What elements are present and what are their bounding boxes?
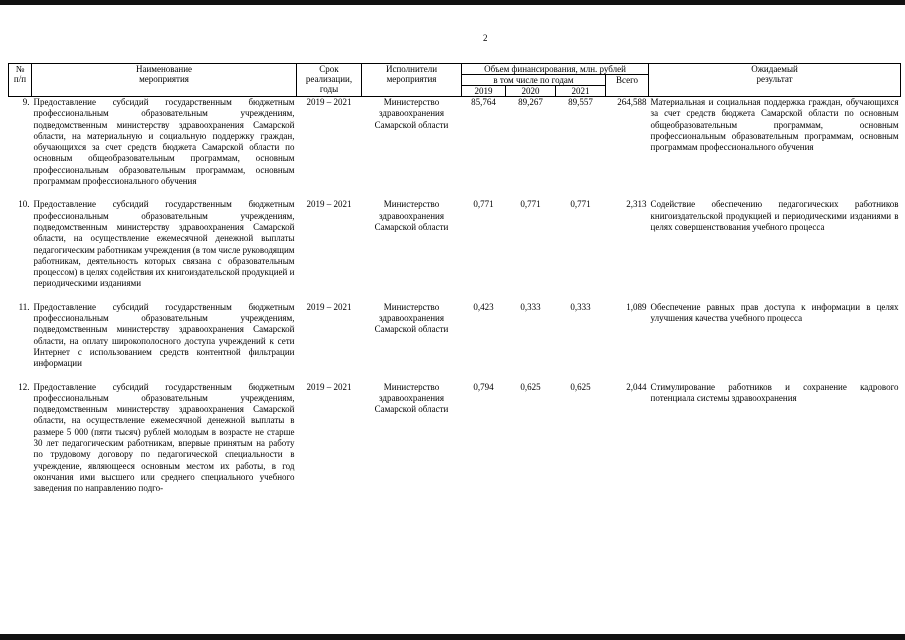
top-scan-border bbox=[0, 0, 905, 5]
row-result: Содействие обеспечению педагогических работников книгоиздательской продукцией и периодическими изданиями в целях совершенствования учебного процесса bbox=[650, 199, 899, 232]
row-executor: Министерство здравоохранения Самарской области bbox=[374, 199, 449, 232]
page-number: 2 bbox=[483, 33, 488, 43]
header-name bbox=[32, 64, 297, 97]
header-year-2021: 2021 bbox=[556, 86, 606, 97]
row-name: Предоставление субсидий государственным бюджетным профессиональным образовательным учреждениям, подведомственным министерству здравоохранения Самарской области, на материальную и социальную поддержку граждан, обучающихся за счет средств бюджета Самарской области по основным общеобразовательным программам, основным профессиональным образовательным программам, основным программам профессионального обучения bbox=[33, 97, 295, 187]
row-spacer bbox=[9, 187, 901, 199]
header-executor bbox=[362, 64, 462, 97]
row-value-2019: 0,794 bbox=[473, 381, 494, 392]
row-result: Материальная и социальная поддержка граждан, обучающихся за счет средств бюджета Самарской области по основным общеобразовательным программам, основным профессиональным образовательным программам, основным программам профессионального обучения bbox=[650, 97, 899, 153]
header-executor-line2: мероприятия bbox=[386, 74, 437, 84]
table-row bbox=[9, 382, 901, 495]
row-term: 2019 – 2021 bbox=[306, 97, 352, 107]
row-total: 2,313 bbox=[626, 199, 647, 210]
header-term bbox=[297, 64, 362, 97]
header-name-line2: мероприятия bbox=[139, 74, 189, 84]
header-executor-line1: Исполнители bbox=[385, 64, 438, 74]
row-value-2019: 85,764 bbox=[471, 97, 496, 107]
header-number-line2: п/п bbox=[13, 74, 27, 84]
header-including-years: в том числе по годам bbox=[462, 75, 606, 86]
row-executor: Министерство здравоохранения Самарской области bbox=[374, 301, 449, 335]
row-number: 10. bbox=[18, 199, 30, 210]
row-term: 2019 – 2021 bbox=[306, 381, 352, 392]
bottom-scan-border bbox=[0, 634, 905, 640]
row-value-2021: 89,557 bbox=[568, 97, 593, 107]
header-result bbox=[649, 64, 901, 97]
row-value-2021: 0,333 bbox=[570, 301, 591, 312]
header-name-line1: Наименование bbox=[135, 64, 193, 74]
row-executor: Министерство здравоохранения Самарской области bbox=[374, 97, 449, 130]
row-name: Предоставление субсидий государственным бюджетным профессиональным образовательным учреждениям, подведомственным министерству здравоохранения Самарской области, на оплату широкополосного доступа учреждений к сети Интернет с использованием средств контентной фильтрации информации bbox=[33, 301, 295, 369]
row-spacer bbox=[9, 290, 901, 302]
table-row bbox=[9, 302, 901, 370]
row-total: 1,089 bbox=[626, 301, 647, 312]
header-year-2020: 2020 bbox=[506, 86, 556, 97]
header-funding: Объем финансирования, млн. рублей bbox=[462, 64, 649, 75]
header-number bbox=[9, 64, 32, 97]
row-value-2019: 0,423 bbox=[473, 301, 494, 312]
header-result-line1: Ожидаемый bbox=[751, 64, 798, 74]
row-name: Предоставление субсидий государственным бюджетным профессиональным образовательным учреждениям, подведомственным министерству здравоохранения Самарской области, на осуществление ежемесячной денежной выплаты педагогическим работникам учреждения (в том числе руководящим работникам, деятельность которых связана с образовательным процессом) в целях содействия их книгоиздательской продукцией и периодическими изданиями bbox=[33, 199, 295, 289]
row-executor: Министерство здравоохранения Самарской области bbox=[374, 381, 449, 415]
row-name: Предоставление субсидий государственным бюджетным профессиональным образовательным учреждениям, подведомственным министерству здравоохранения Самарской области, на осуществление ежемесячной денежной выплаты в размере 5 000 (пяти тысяч) рублей молодым в возрасте не старше 30 лет педагогическим работникам, впервые принятым на работу по трудовому договору по педагогической специальности в учреждение, являющееся основным местом их работы, в год окончания ими высшего или среднего специального учебного заведения по направлению подго- bbox=[33, 381, 295, 494]
row-spacer bbox=[9, 370, 901, 382]
row-value-2019: 0,771 bbox=[473, 199, 494, 210]
row-value-2020: 0,771 bbox=[520, 199, 541, 210]
header-term-line2: реализации, bbox=[305, 74, 353, 84]
row-result: Обеспечение равных прав доступа к информации в целях улучшения качества учебного процесса bbox=[650, 301, 899, 324]
header-number-line1: № bbox=[15, 64, 25, 74]
row-value-2020: 0,625 bbox=[520, 381, 541, 392]
row-result: Стимулирование работников и сохранение кадрового потенциала системы здравоохранения bbox=[650, 381, 899, 403]
row-term: 2019 – 2021 bbox=[306, 301, 352, 312]
row-number: 9. bbox=[22, 97, 30, 107]
header-term-line1: Срок bbox=[319, 64, 339, 74]
row-term: 2019 – 2021 bbox=[306, 199, 352, 210]
header-term-line3: годы bbox=[319, 84, 339, 94]
table-body bbox=[9, 97, 901, 495]
row-value-2021: 0,625 bbox=[570, 381, 591, 392]
program-activities-table bbox=[8, 63, 901, 495]
header-result-line2: результат bbox=[756, 74, 793, 84]
table-header bbox=[9, 64, 901, 97]
header-total: Всего bbox=[606, 75, 649, 97]
row-total: 264,588 bbox=[617, 97, 647, 107]
row-value-2020: 0,333 bbox=[520, 301, 541, 312]
row-value-2021: 0,771 bbox=[570, 199, 591, 210]
row-value-2020: 89,267 bbox=[518, 97, 543, 107]
header-year-2019: 2019 bbox=[462, 86, 506, 97]
row-total: 2,044 bbox=[626, 381, 647, 392]
table-row bbox=[9, 97, 901, 188]
table-row bbox=[9, 199, 901, 289]
row-number: 12. bbox=[18, 381, 30, 392]
row-number: 11. bbox=[18, 301, 30, 312]
